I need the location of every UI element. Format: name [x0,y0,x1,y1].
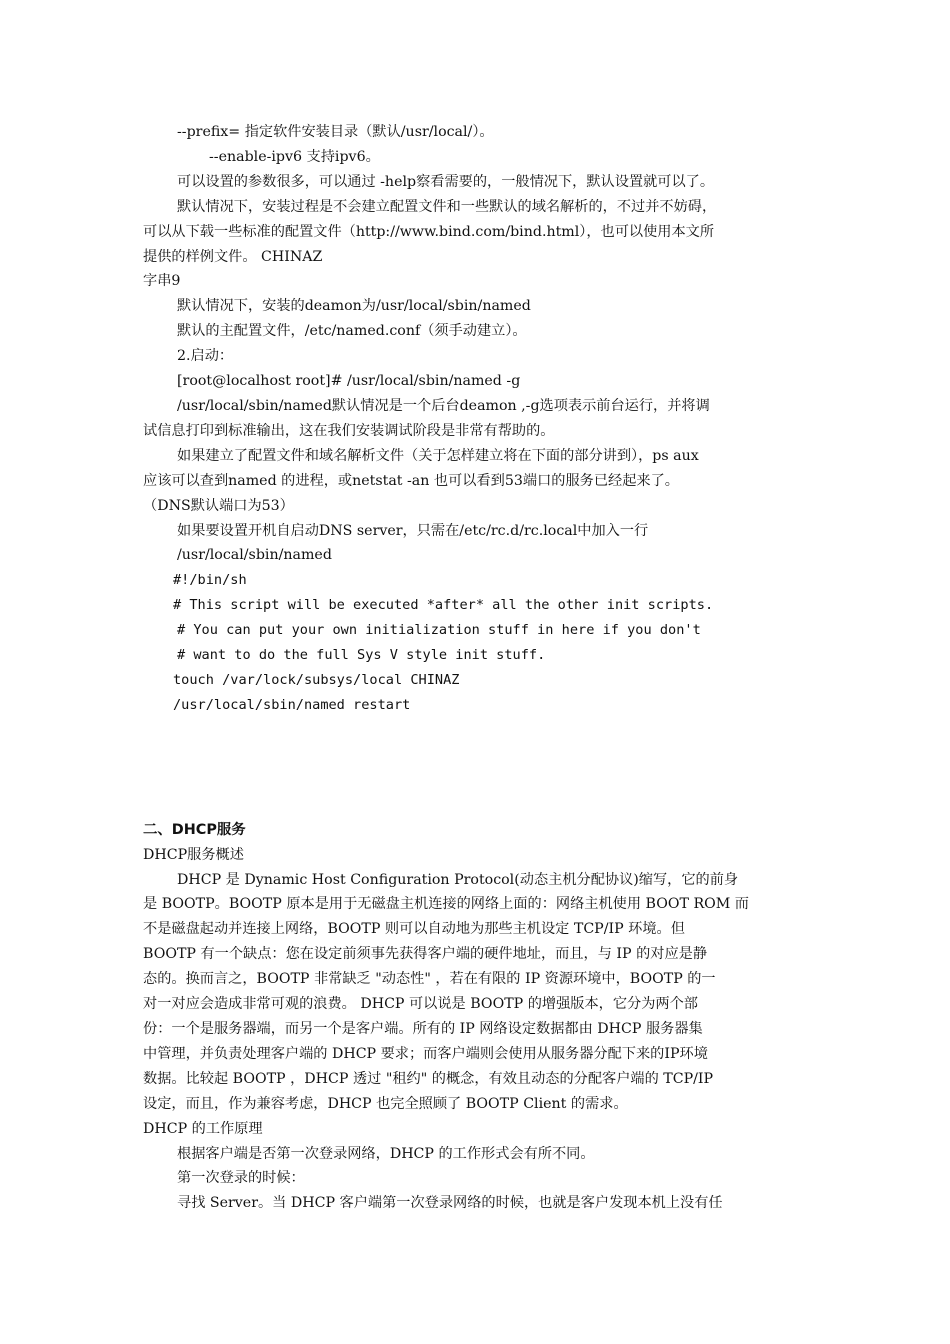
blank-space [143,718,813,818]
text-line: 应该可以查到named 的进程，或netstat -an 也可以看到53端口的服务已经起来了。 [143,472,679,489]
text-line: /usr/local/sbin/named默认情况是一个后台deamon ,-g选项表示前台运行，并将调 [177,397,710,414]
script-line: # You can put your own initialization stuff in here if you don't [177,622,701,639]
script-line: #!/bin/sh [173,572,247,589]
text-line: 试信息打印到标准输出，这在我们安装调试阶段是非常有帮助的。 [143,422,555,439]
subsection-title: DHCP服务概述 [143,846,244,863]
text-line: 可以从下载一些标准的配置文件（http://www.bind.com/bind.html），也可以使用本文所 [143,223,715,240]
text-line: 根据客户端是否第一次登录网络，DHCP 的工作形式会有所不同。 [177,1145,595,1162]
text-line: DHCP 是 Dynamic Host Configuration Protocol(动态主机分配协议)缩写，它的前身 [177,871,739,888]
text-line: 如果要设置开机自启动DNS server，只需在/etc/rc.d/rc.local中加入一行 [177,522,649,539]
text-line: 字串9 [143,273,181,290]
text-line: 对一对应会造成非常可观的浪费。 DHCP 可以说是 BOOTP 的增强版本，它分为两个部 [143,996,698,1013]
text-line: 可以设置的参数很多，可以通过 -help察看需要的，一般情况下，默认设置就可以了。 [177,173,715,190]
section-title: 二、DHCP服务 [143,821,246,838]
text-line: 默认的主配置文件，/etc/named.conf（须手动建立）。 [177,323,527,340]
text-line: （DNS默认端口为53） [143,497,294,514]
text-line: 不是磁盘起动并连接上网络，BOOTP 则可以自动地为那些主机设定 TCP/IP 环境。但 [143,921,685,938]
text-line: 默认情况下，安装过程是不会建立配置文件和一些默认的域名解析的，不过并不妨碍， [177,198,717,215]
text-line: 数据。比较起 BOOTP ，DHCP 透过 "租约" 的概念，有效且动态的分配客户端的 TCP/IP [143,1070,714,1087]
text-line: BOOTP 有一个缺点：您在设定前须事先获得客户端的硬件地址，而且，与 IP 的对应是静 [143,946,708,963]
text-line: 提供的样例文件。 CHINAZ [143,248,323,265]
command-line: [root@localhost root]# /usr/local/sbin/named -g [177,373,521,390]
subsection-title: DHCP 的工作原理 [143,1120,263,1137]
text-line: 2.启动： [177,348,234,365]
document-page [143,120,813,1216]
script-line: # This script will be executed *after* all the other init scripts. [173,597,714,614]
text-line: 第一次登录的时候： [177,1170,305,1187]
text-line: 是 BOOTP。BOOTP 原本是用于无磁盘主机连接的网络上面的：网络主机使用 BOOT ROM 而 [143,896,749,913]
text-line: 中管理，并负责处理客户端的 DHCP 要求；而客户端则会使用从服务器分配下来的IP环境 [143,1045,708,1062]
command-line: /usr/local/sbin/named [177,547,332,564]
script-line: touch /var/lock/subsys/local CHINAZ [173,671,460,688]
script-line: # want to do the full Sys V style init stuff. [177,647,546,664]
text-line: 如果建立了配置文件和域名解析文件（关于怎样建立将在下面的部分讲到），ps aux [177,447,699,464]
text-line: 寻找 Server。当 DHCP 客户端第一次登录网络的时候，也就是客户发现本机上没有任 [177,1195,723,1212]
script-line: /usr/local/sbin/named restart [173,696,411,713]
text-line: 设定，而且，作为兼容考虑，DHCP 也完全照顾了 BOOTP Client 的需求。 [143,1095,628,1112]
text-line: --prefix= 指定软件安装目录（默认/usr/local/）。 [177,124,494,140]
text-line: 态的。换而言之，BOOTP 非常缺乏 "动态性" ，若在有限的 IP 资源环境中，BOOTP 的一 [143,971,716,988]
text-line: 默认情况下，安装的deamon为/usr/local/sbin/named [177,298,531,315]
text-line: 份：一个是服务器端，而另一个是客户端。所有的 IP 网络设定数据都由 DHCP 服务器集 [143,1021,703,1037]
text-line: --enable-ipv6 支持ipv6。 [209,148,380,165]
